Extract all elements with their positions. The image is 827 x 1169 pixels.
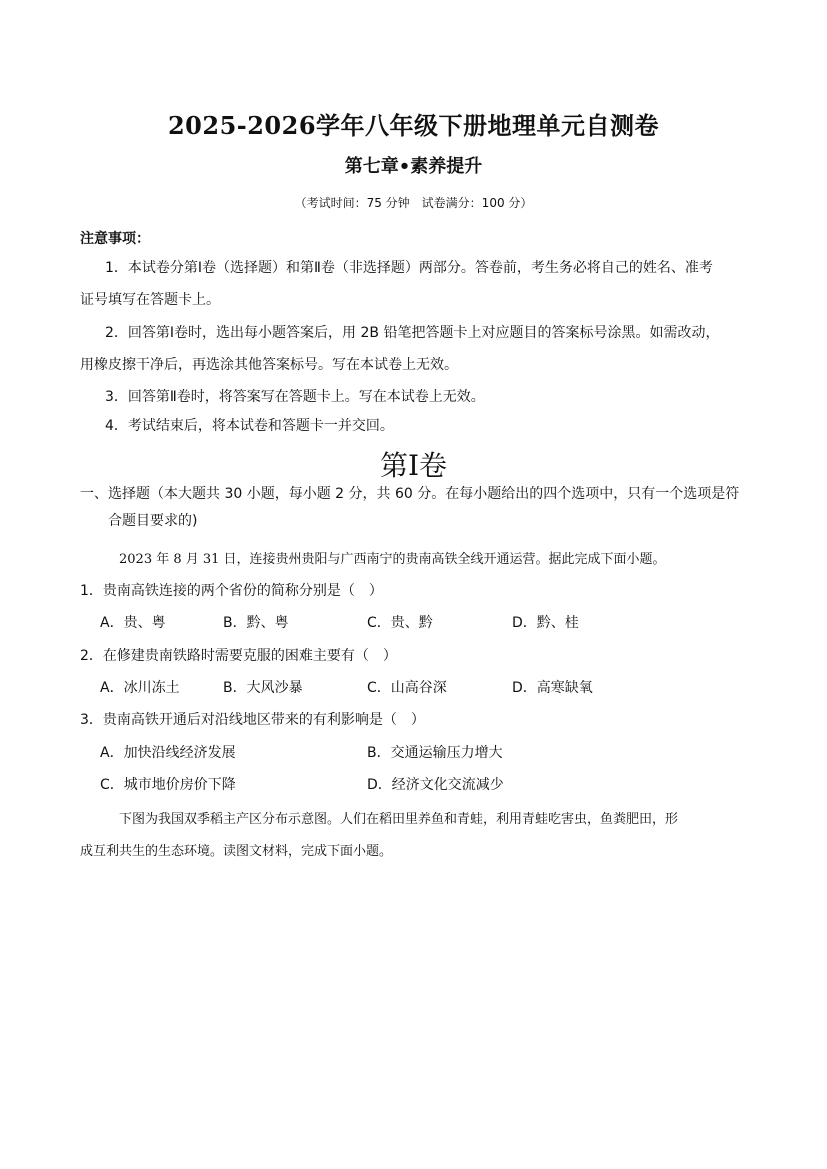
question-2-option-c[interactable]: C．山高谷深 bbox=[367, 680, 447, 696]
notice-item-4: 4．考试结束后，将本试卷和答题卡一并交回。 bbox=[105, 418, 394, 434]
material-1: 2023 年 8 月 31 日，连接贵州贵阳与广西南宁的贵南高铁全线开通运营。据此完成下面小题。 bbox=[119, 552, 666, 567]
question-1-option-d[interactable]: D．黔、桂 bbox=[512, 615, 579, 631]
question-3-option-d[interactable]: D．经济文化交流减少 bbox=[367, 777, 504, 793]
notice-item-1-line-2: 证号填写在答题卡上。 bbox=[80, 292, 220, 308]
notice-item-1-line-1: 1．本试卷分第Ⅰ卷（选择题）和第Ⅱ卷（非选择题）两部分。答卷前，考生务必将自己的姓名、准考 bbox=[105, 260, 713, 276]
section-title: 第Ⅰ卷 bbox=[379, 449, 448, 482]
material-2-line-1: 下图为我国双季稻主产区分布示意图。人们在稻田里养鱼和青蛙，利用青蛙吃害虫，鱼粪肥田，形 bbox=[119, 812, 679, 827]
question-2-option-a[interactable]: A．冰川冻土 bbox=[100, 680, 180, 696]
notice-heading: 注意事项： bbox=[80, 231, 150, 247]
part-heading-line-1: 一、选择题（本大题共 30 小题，每小题 2 分，共 60 分。在每小题给出的四个选项中，只有一个选项是符 bbox=[80, 486, 740, 502]
question-3-stem: 3．贵南高铁开通后对沿线地区带来的有利影响是（ ） bbox=[80, 712, 425, 728]
question-3-option-b[interactable]: B．交通运输压力增大 bbox=[367, 745, 503, 761]
question-2-option-b[interactable]: B．大风沙暴 bbox=[223, 680, 303, 696]
notice-item-3: 3．回答第Ⅱ卷时，将答案写在答题卡上。写在本试卷上无效。 bbox=[105, 389, 485, 405]
question-2-option-d[interactable]: D．高寒缺氧 bbox=[512, 680, 593, 696]
exam-info: （考试时间：75 分钟 试卷满分：100 分） bbox=[294, 196, 533, 210]
question-2-stem: 2．在修建贵南铁路时需要克服的困难主要有（ ） bbox=[80, 648, 397, 664]
question-1-stem: 1．贵南高铁连接的两个省份的简称分别是（ ） bbox=[80, 583, 383, 599]
notice-item-2-line-2: 用橡皮擦干净后，再选涂其他答案标号。写在本试卷上无效。 bbox=[80, 357, 458, 373]
notice-item-2-line-1: 2．回答第Ⅰ卷时，选出每小题答案后，用 2B 铅笔把答题卡上对应题目的答案标号涂黑。如需改动， bbox=[105, 325, 720, 341]
chapter-subtitle: 第七章•素养提升 bbox=[344, 156, 483, 177]
material-2-line-2: 成互利共生的生态环境。读图文材料，完成下面小题。 bbox=[80, 844, 393, 859]
question-3-option-c[interactable]: C．城市地价房价下降 bbox=[100, 777, 236, 793]
question-3-option-a[interactable]: A．加快沿线经济发展 bbox=[100, 745, 236, 761]
question-1-option-a[interactable]: A．贵、粤 bbox=[100, 615, 166, 631]
exam-title: 2025-2026学年八年级下册地理单元自测卷 bbox=[167, 111, 660, 140]
part-heading-line-2: 合题目要求的) bbox=[108, 513, 198, 529]
question-1-option-c[interactable]: C．贵、黔 bbox=[367, 615, 433, 631]
question-1-option-b[interactable]: B．黔、粤 bbox=[223, 615, 289, 631]
